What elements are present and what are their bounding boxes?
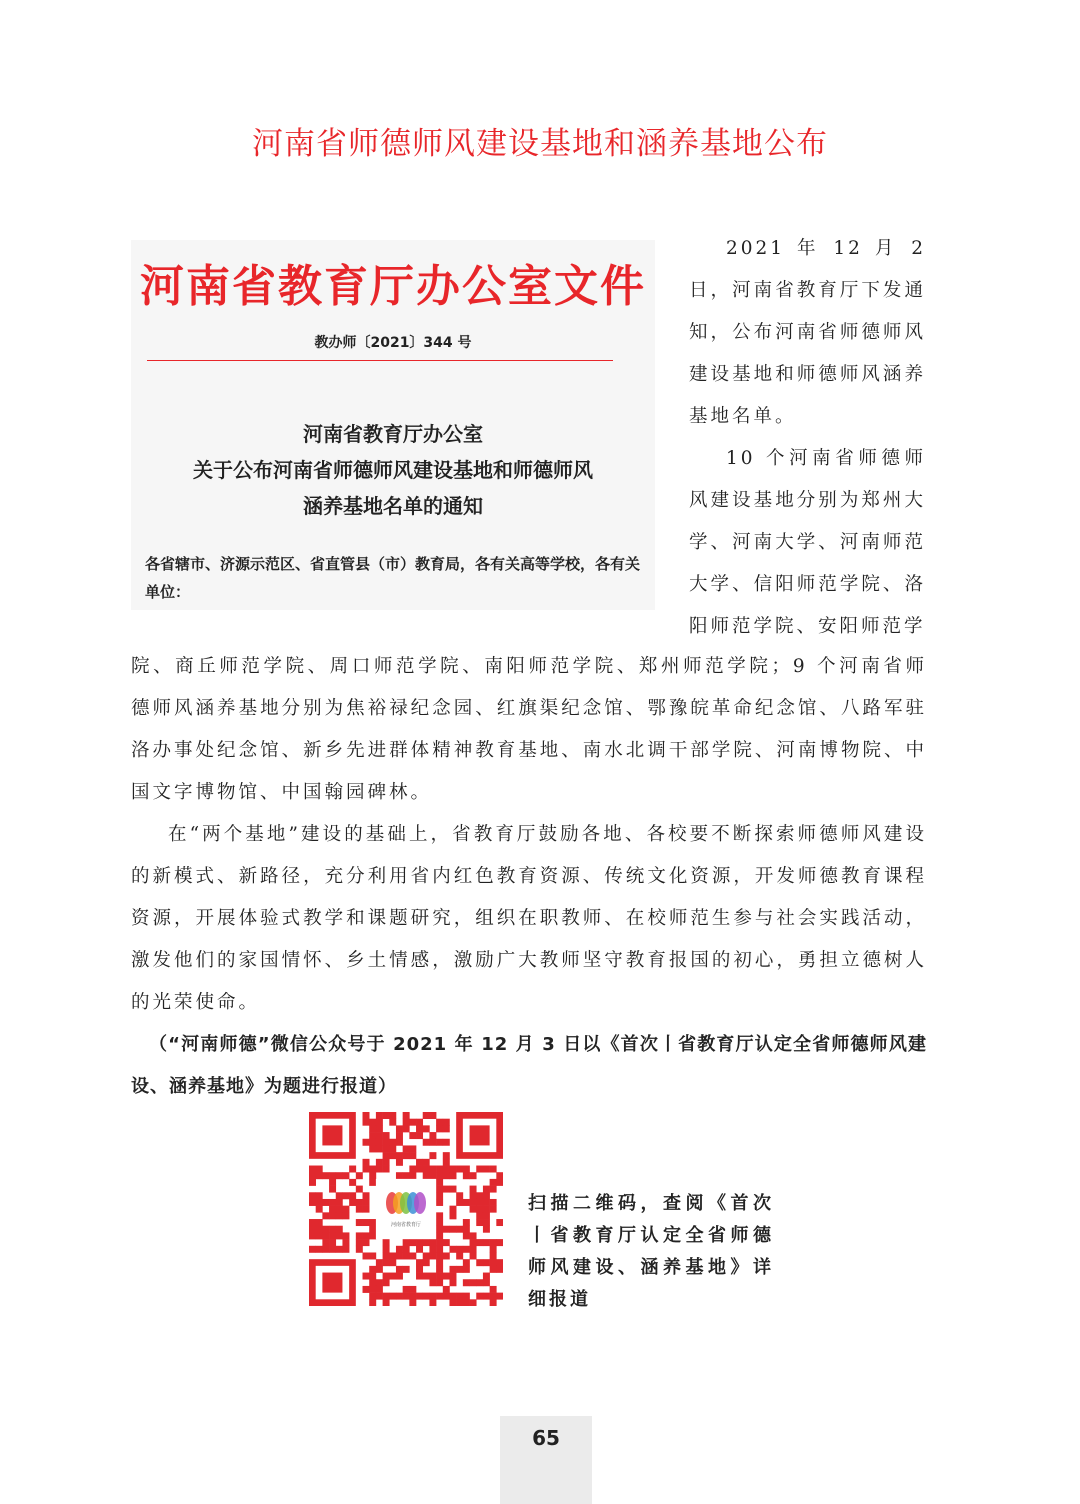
qr-code-graphic <box>309 1112 503 1306</box>
document-heading-line: 涵养基地名单的通知 <box>303 494 483 518</box>
document-heading-line: 河南省教育厅办公室 <box>303 422 483 446</box>
paragraph-continuation: 院、商丘师范学院、周口师范学院、南阳师范学院、郑州师范学院；9 个河南省师德师风涵养基地分别为焦裕禄纪念园、红旗渠纪念馆、鄂豫皖革命纪念馆、八路军驻洛办事处纪念馆、新乡先进群体精神教育基地、南水北调干部学院、河南博物院、中国文字博物馆、中国翰园碑林。 <box>131 656 927 803</box>
qr-caption: 扫描二维码，查阅《首次丨省教育厅认定全省师德师风建设、涵养基地》详细报道 <box>528 1193 774 1310</box>
document-header: 河南省教育厅办公室文件 <box>140 261 646 312</box>
paragraph-date: 2021 年 12 月 2 日，河南省教育厅下发通知，公布河南省师德师风建设基地和师德师风涵养基地名单。 <box>689 238 926 427</box>
qr-logo-text: 河南省教育厅 <box>390 1222 422 1228</box>
document-heading-line: 关于公布河南省师德师风建设基地和师德师风 <box>193 458 593 482</box>
qr-finder-pattern <box>322 1125 342 1145</box>
document-scan-image <box>131 240 655 610</box>
qr-finder-pattern <box>470 1125 490 1145</box>
paragraph-construction-bases: 10 个河南省师德师风建设基地分别为郑州大学、河南大学、河南师范大学、信阳师范学院、洛阳师范学院、安阳师范学 <box>689 448 926 637</box>
main-column-text <box>131 646 927 1108</box>
qr-logo-petal <box>414 1192 426 1214</box>
document-number: 教办师〔2021〕344 号 <box>314 335 472 351</box>
page-number: 65 <box>532 1426 560 1450</box>
page-number-tab <box>500 1416 592 1504</box>
document-heading <box>131 416 655 524</box>
document-red-rule <box>147 360 613 361</box>
document-greeting: 各省辖市、济源示范区、省直管县（市）教育局，各有关高等学校，各有关单位： <box>145 555 641 601</box>
source-note: （“河南师德”微信公众号于 2021 年 12 月 3 日以《首次丨省教育厅认定全省师德师风建设、涵养基地》为题进行报道） <box>131 1034 927 1097</box>
paragraph-encouragement: 在“两个基地”建设的基础上，省教育厅鼓励各地、各校要不断探索师德师风建设的新模式、新路径，充分利用省内红色教育资源、传统文化资源，开发师德教育课程资源，开展体验式教学和课题研究，组织在职教师、在校师范生参与社会实践活动，激发他们的家国情怀、乡土情感，激励广大教师坚守教育报国的初心，勇担立德树人的光荣使命。 <box>131 824 927 1013</box>
qr-finder-pattern <box>322 1273 342 1293</box>
qr-code[interactable] <box>309 1112 503 1306</box>
side-column-text <box>689 228 926 648</box>
page-title: 河南省师德师风建设基地和涵养基地公布 <box>252 126 828 162</box>
